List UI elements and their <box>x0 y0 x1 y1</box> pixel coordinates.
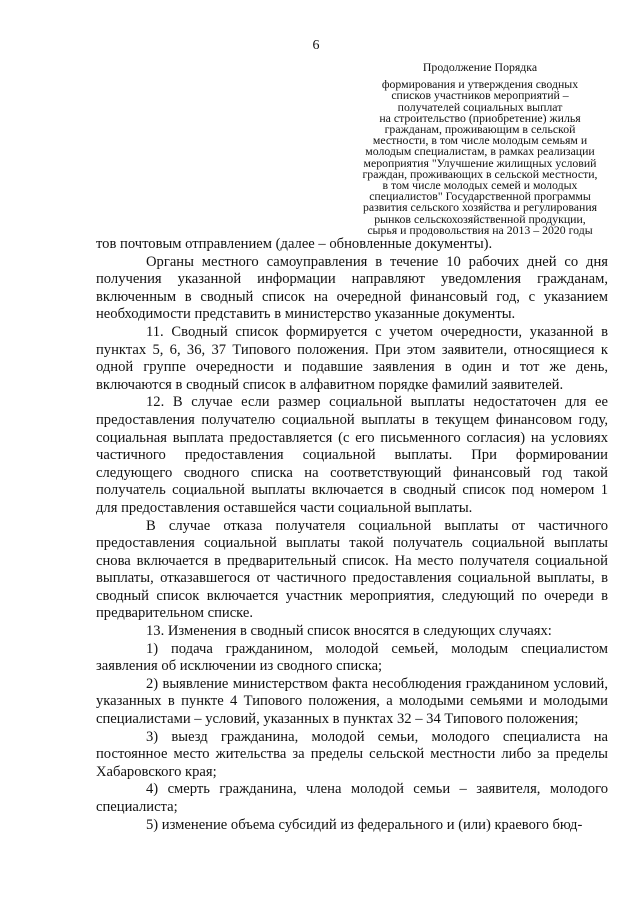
header-line: местности, в том числе молодым семьям и <box>372 133 588 148</box>
list-item-13-1: 1) подача гражданином, молодой семьей, молодым специалистом заявления об исключении из сводного списка; <box>96 640 608 675</box>
paragraph-item-13: 13. Изменения в сводный список вносятся в следующих случаях: <box>146 623 552 640</box>
list-item-13-4: 4) смерть гражданина, члена молодой семьи – заявителя, молодого специалиста; <box>96 781 608 815</box>
paragraph-refusal: В случае отказа получателя социальной выплаты от частичного предоставления социальной выплаты такой получатель социальной выплаты снова включается в предварительный список. На место получателя социальной выплаты, отказавшегося от частичного предоставления социальной выплаты, в сводный список включается участник мероприятия, следующий по очереди в предварительном списке. <box>96 517 608 622</box>
paragraph-item-11: 11. Сводный список формируется с учетом очередности, указанной в пунктах 5, 6, 36, 37 Типового положения. При этом заявители, относящиеся к одной группе очередности и подавшие заявления в один и тот же день, включаются в сводный список в алфавитном порядке фамилий заявителей. <box>96 323 608 393</box>
header-line: на строительство (приобретение) жилья <box>379 110 581 125</box>
header-line: списков участников мероприятий – <box>391 88 569 103</box>
header-line: молодым специалистам, в рамках реализации <box>365 144 595 159</box>
header-line: специалистов" Государственной программы <box>369 189 591 204</box>
header-line: рынков сельскохозяйственной продукции, <box>374 211 586 226</box>
header-title: Продолжение Порядка <box>422 60 538 74</box>
body-text <box>96 236 608 834</box>
continuation-header <box>335 62 625 236</box>
paragraph-continuation: тов почтовым отправлением (далее – обновленные документы). <box>96 236 493 252</box>
header-line: получателей социальных выплат <box>397 99 563 114</box>
header-line: развития сельского хозяйства и регулирования <box>362 200 598 215</box>
header-line: формирования и утверждения сводных <box>381 77 579 92</box>
list-item-13-3: 3) выезд гражданина, молодой семьи, молодого специалиста на постоянное место жительства за пределы сельской местности либо за пределы Хабаровского края; <box>96 728 608 780</box>
list-item-13-5: 5) изменение объема субсидий из федерального и (или) краевого бюд- <box>146 816 583 833</box>
page-number: 6 <box>312 38 320 53</box>
paragraph-item-12: 12. В случае если размер социальной выплаты недостаточен для ее предоставления получателю социальной выплаты в текущем финансовом году, социальная выплата предоставляется (с его письменного согласия) на условиях частичного предоставления социальной выплаты. При формировании следующего сводного списка на соответствующий финансовый год такой получатель социальной выплаты включается в сводный список под номером 1 для предоставления оставшейся части социальной выплаты. <box>96 394 608 516</box>
paragraph-local-authorities: Органы местного самоуправления в течение 10 рабочих дней со дня получения указанной информации направляют уведомления гражданам, включенным в сводный список на очередной финансовый год, с указанием необходимости представить в министерство указанные документы. <box>96 253 608 323</box>
header-line: граждан, проживающих в сельской местности, <box>362 166 598 181</box>
list-item-13-2: 2) выявление министерством факта несоблюдения гражданином условий, указанных в пункте 4 Типового положения, а молодыми семьями и молодыми специалистами – условий, указанных в пунктах 32 – 34 Типового положения; <box>96 675 608 728</box>
header-line: сырья и продовольствия на 2013 – 2020 годы <box>367 222 593 237</box>
header-line: в том числе молодых семей и молодых <box>382 178 578 193</box>
header-line: мероприятия "Улучшение жилищных условий <box>363 155 597 170</box>
header-line: гражданам, проживающим в сельской <box>384 122 576 137</box>
